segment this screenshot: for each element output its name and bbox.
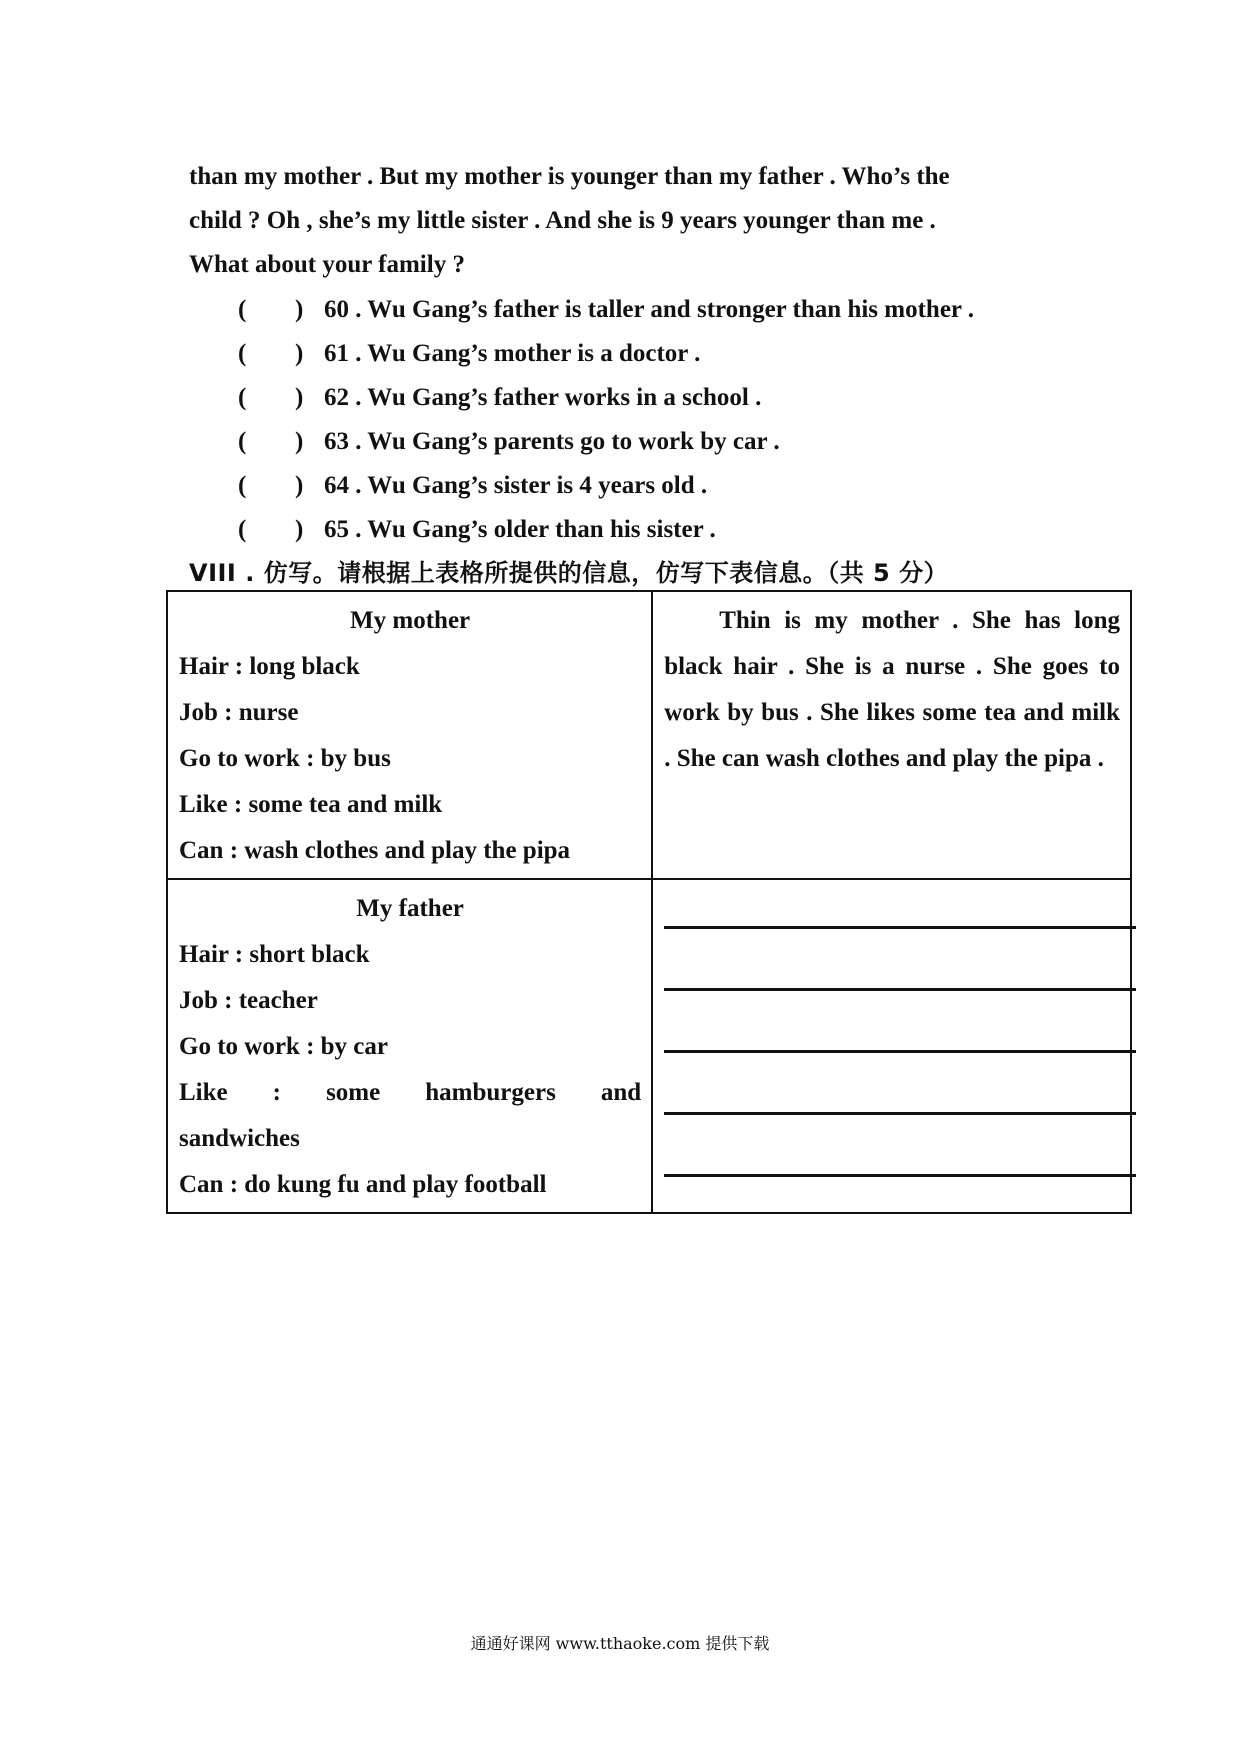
question-text: 60 . Wu Gang’s father is taller and stronger than his mother . <box>324 296 975 323</box>
father-go-to-work: Go to work : by car <box>179 1033 388 1060</box>
question-row <box>238 420 1138 464</box>
answer-paren-open: ( <box>238 296 247 323</box>
section-heading: VIII . 仿写。请根据上表格所提供的信息，仿写下表信息。（共 5 分） <box>189 559 949 587</box>
question-text: 64 . Wu Gang’s sister is 4 years old . <box>324 472 708 499</box>
answer-paren-close: ) <box>295 472 304 499</box>
sample-paragraph-cell <box>652 591 1131 879</box>
question-row <box>238 376 1138 420</box>
table-row <box>167 591 1131 879</box>
mother-info-cell <box>167 591 652 879</box>
father-hair: Hair : short black <box>179 941 370 968</box>
answer-paren-close: ) <box>295 516 304 543</box>
mother-go-to-work: Go to work : by bus <box>179 745 391 772</box>
answer-line[interactable] <box>664 1112 1136 1115</box>
father-can: Can : do kung fu and play football <box>179 1171 547 1198</box>
question-row <box>238 464 1138 508</box>
question-row <box>238 508 1138 552</box>
page-footer: 通通好课网 www.tthaoke.com 提供下载 <box>470 1634 770 1653</box>
mother-like: Like : some tea and milk <box>179 791 443 818</box>
answer-paren-close: ) <box>295 340 304 367</box>
writing-answer-cell[interactable] <box>652 879 1131 1213</box>
father-info-cell <box>167 879 652 1213</box>
answer-lines[interactable] <box>664 886 1120 1196</box>
sample-paragraph: Thin is my mother . She has long black hair . She is a nurse . She goes to work by bus . She likes some tea and milk . She can wash clothes and play the pipa . <box>664 607 1120 772</box>
question-text: 61 . Wu Gang’s mother is a doctor . <box>324 340 701 367</box>
reading-passage <box>189 155 1089 287</box>
writing-table <box>166 590 1132 1214</box>
passage-line: than my mother . But my mother is younger than my father . Who’s the <box>189 163 950 190</box>
question-row <box>238 288 1138 332</box>
question-row <box>238 332 1138 376</box>
answer-line[interactable] <box>664 926 1136 929</box>
mother-hair: Hair : long black <box>179 653 360 680</box>
question-text: 65 . Wu Gang’s older than his sister . <box>324 516 716 543</box>
father-job: Job : teacher <box>179 987 318 1014</box>
question-text: 62 . Wu Gang’s father works in a school . <box>324 384 762 411</box>
mother-can: Can : wash clothes and play the pipa <box>179 837 571 864</box>
answer-line[interactable] <box>664 1050 1136 1053</box>
answer-line[interactable] <box>664 1174 1136 1177</box>
answer-paren-open: ( <box>238 428 247 455</box>
answer-paren-open: ( <box>238 384 247 411</box>
answer-paren-close: ) <box>295 296 304 323</box>
table-row <box>167 879 1131 1213</box>
answer-paren-close: ) <box>295 428 304 455</box>
answer-line[interactable] <box>664 988 1136 991</box>
answer-paren-open: ( <box>238 472 247 499</box>
passage-line: What about your family ? <box>189 251 465 278</box>
mother-job: Job : nurse <box>179 699 299 726</box>
father-like-continued: sandwiches <box>179 1125 300 1152</box>
answer-paren-open: ( <box>238 516 247 543</box>
true-false-questions <box>238 288 1138 552</box>
father-like: Like : some hamburgers and <box>179 1079 642 1106</box>
father-title: My father <box>356 895 464 922</box>
answer-paren-close: ) <box>295 384 304 411</box>
answer-paren-open: ( <box>238 340 247 367</box>
question-text: 63 . Wu Gang’s parents go to work by car . <box>324 428 780 455</box>
passage-line: child ? Oh , she’s my little sister . And she is 9 years younger than me . <box>189 207 936 234</box>
mother-title: My mother <box>350 607 471 634</box>
